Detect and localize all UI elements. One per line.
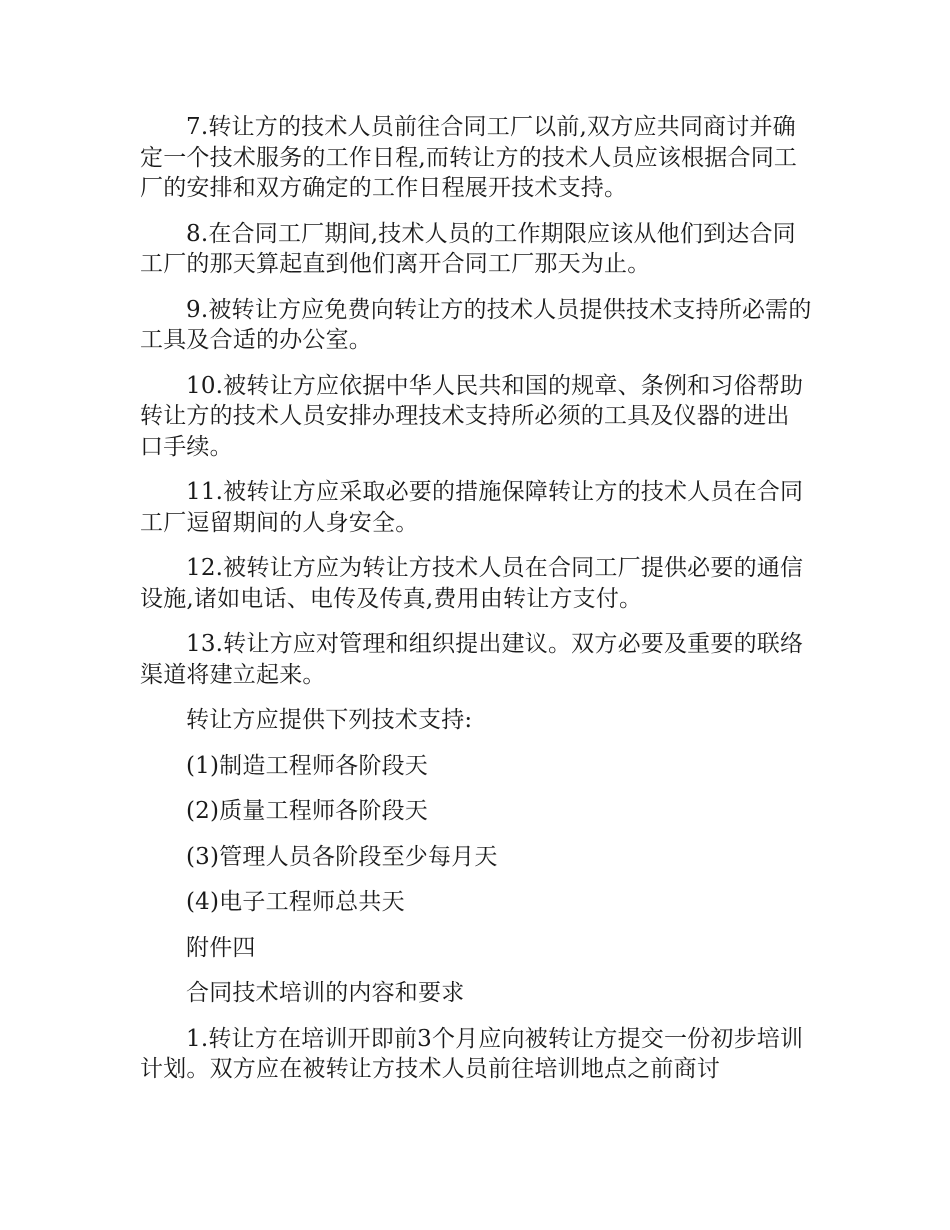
support-list-item-2: (2)质量工程师各阶段天 xyxy=(186,798,428,824)
document-body xyxy=(140,112,812,1100)
paragraph-item-10: 10.被转让方应依据中华人民共和国的规章、条例和习俗帮助转让方的技术人员安排办理技术支持所必须的工具及仪器的进出口手续。 xyxy=(140,372,804,460)
training-paragraph-1: 1.转让方在培训开即前3个月应向被转让方提交一份初步培训计划。双方应在被转让方技术人员前往培训地点之前商讨 xyxy=(140,1025,804,1082)
appendix-heading: 附件四 xyxy=(186,934,256,961)
paragraph-item-11: 11.被转让方应采取必要的措施保障转让方的技术人员在合同工厂逗留期间的人身安全。 xyxy=(140,479,804,536)
paragraph-item-12: 12.被转让方应为转让方技术人员在合同工厂提供必要的通信设施,诸如电话、电传及传真,费用由转让方支付。 xyxy=(140,555,804,612)
paragraph-item-13: 13.转让方应对管理和组织提出建议。双方必要及重要的联络渠道将建立起来。 xyxy=(140,631,804,688)
support-list-intro: 转让方应提供下列技术支持: xyxy=(186,707,473,733)
support-list-item-1: (1)制造工程师各阶段天 xyxy=(186,752,428,779)
paragraph-item-9: 9.被转让方应免费向转让方的技术人员提供技术支持所必需的工具及合适的办公室。 xyxy=(140,296,812,353)
paragraph-item-7: 7.转让方的技术人员前往合同工厂以前,双方应共同商讨并确定一个技术服务的工作日程,而转让方的技术人员应该根据合同工厂的安排和双方确定的工作日程展开技术支持。 xyxy=(140,114,798,201)
support-list-item-3: (3)管理人员各阶段至少每月天 xyxy=(186,843,498,870)
appendix-title: 合同技术培训的内容和要求 xyxy=(186,980,465,1006)
support-list-item-4: (4)电子工程师总共天 xyxy=(186,889,405,915)
paragraph-item-8: 8.在合同工厂期间,技术人员的工作期限应该从他们到达合同工厂的那天算起直到他们离开合同工厂那天为止。 xyxy=(140,220,796,277)
